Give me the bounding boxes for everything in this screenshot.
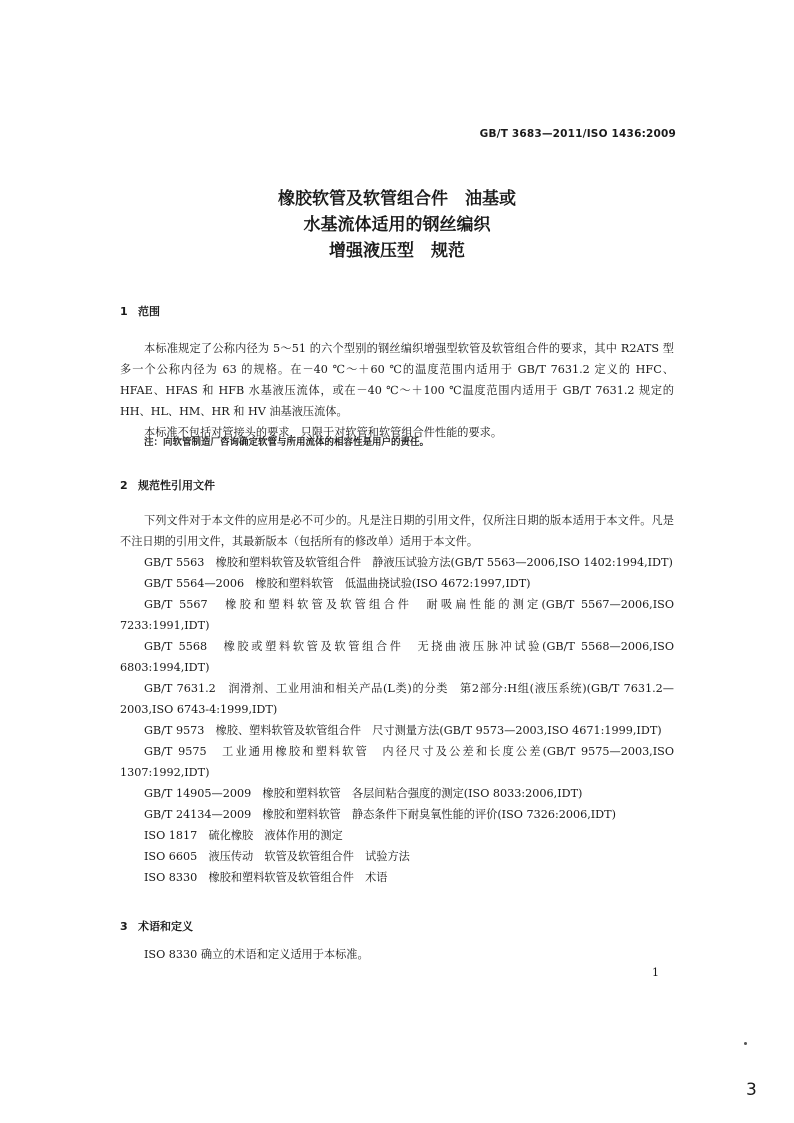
standard-code: GB/T 3683—2011/ISO 1436:2009 xyxy=(479,128,676,140)
paragraph: 下列文件对于本文件的应用是必不可少的。凡是注日期的引用文件，仅所注日期的版本适用于本文件。凡是不注日期的引用文件，其最新版本（包括所有的修改单）适用于本文件。 xyxy=(120,514,674,548)
section-title: 规范性引用文件 xyxy=(138,479,215,492)
section-3-heading xyxy=(120,918,193,934)
section-2-heading xyxy=(120,477,215,493)
reference-item: GB/T 9573 橡胶、塑料软管及软管组合件 尺寸测量方法(GB/T 9573—2003,ISO 4671:1999,IDT) xyxy=(144,724,662,737)
reference-item: GB/T 5564—2006 橡胶和塑料软管 低温曲挠试验(ISO 4672:1997,IDT) xyxy=(144,577,531,590)
section-title: 范围 xyxy=(138,305,160,318)
section-1-body xyxy=(120,338,674,443)
document-title xyxy=(0,186,794,264)
reference-item: ISO 8330 橡胶和塑料软管及软管组合件 术语 xyxy=(144,871,388,884)
title-line-1: 橡胶软管及软管组合件 油基或 xyxy=(278,189,516,209)
paragraph: 本标准规定了公称内径为 5～51 的六个型别的钢丝编织增强型软管及软管组合件的要求，其中 R2ATS 型多一个公称内径为 63 的规格。在－40 ℃～＋60 ℃的温度范围内适用于 GB/T 7631.2 定义的 HFC、HFAE、HFAS 和 HFB 水基液压流体，或在－40 ℃～＋100 ℃温度范围内适用于 GB/T 7631.2 规定的 HH、HL、HM、HR 和 HV 油基液压流体。 xyxy=(120,342,674,418)
title-line-3: 增强液压型 规范 xyxy=(329,241,465,261)
scan-mark xyxy=(744,1042,747,1045)
paragraph: ISO 8330 确立的术语和定义适用于本标准。 xyxy=(144,948,369,961)
paragraph: 本标准不包括对管接头的要求，只限于对软管和软管组合件性能的要求。 xyxy=(144,426,503,439)
title-line-2: 水基流体适用的钢丝编织 xyxy=(303,215,491,235)
section-2-intro xyxy=(120,510,674,552)
scan-page-number: 3 xyxy=(746,1080,757,1100)
section-number: 2 xyxy=(120,479,128,492)
reference-item: GB/T 14905—2009 橡胶和塑料软管 各层间粘合强度的测定(ISO 8033:2006,IDT) xyxy=(144,787,583,800)
section-number: 1 xyxy=(120,305,128,318)
page-number: 1 xyxy=(652,966,659,979)
note: 注：向软管制造厂咨询确定软管与所用流体的相容性是用户的责任。 xyxy=(144,437,430,448)
reference-item: ISO 1817 硫化橡胶 液体作用的测定 xyxy=(144,829,343,842)
section-title: 术语和定义 xyxy=(138,920,193,933)
section-1-heading xyxy=(120,303,160,319)
reference-item: GB/T 5567 橡胶和塑料软管及软管组合件 耐吸扁性能的测定(GB/T 5567—2006,ISO 7233:1991,IDT) xyxy=(120,598,678,632)
reference-item: ISO 6605 液压传动 软管及软管组合件 试验方法 xyxy=(144,850,410,863)
reference-item: GB/T 7631.2 润滑剂、工业用油和相关产品(L类)的分类 第2部分:H组(液压系统)(GB/T 7631.2—2003,ISO 6743-4:1999,IDT) xyxy=(120,682,674,716)
section-3-body xyxy=(120,944,674,965)
reference-list xyxy=(120,552,678,888)
section-number: 3 xyxy=(120,920,128,933)
reference-item: GB/T 9575 工业通用橡胶和塑料软管 内径尺寸及公差和长度公差(GB/T 9575—2003,ISO 1307:1992,IDT) xyxy=(120,745,678,779)
reference-item: GB/T 24134—2009 橡胶和塑料软管 静态条件下耐臭氧性能的评价(ISO 7326:2006,IDT) xyxy=(144,808,616,821)
reference-item: GB/T 5563 橡胶和塑料软管及软管组合件 静液压试验方法(GB/T 5563—2006,ISO 1402:1994,IDT) xyxy=(144,556,673,569)
reference-item: GB/T 5568 橡胶或塑料软管及软管组合件 无挠曲液压脉冲试验(GB/T 5568—2006,ISO 6803:1994,IDT) xyxy=(120,640,678,674)
